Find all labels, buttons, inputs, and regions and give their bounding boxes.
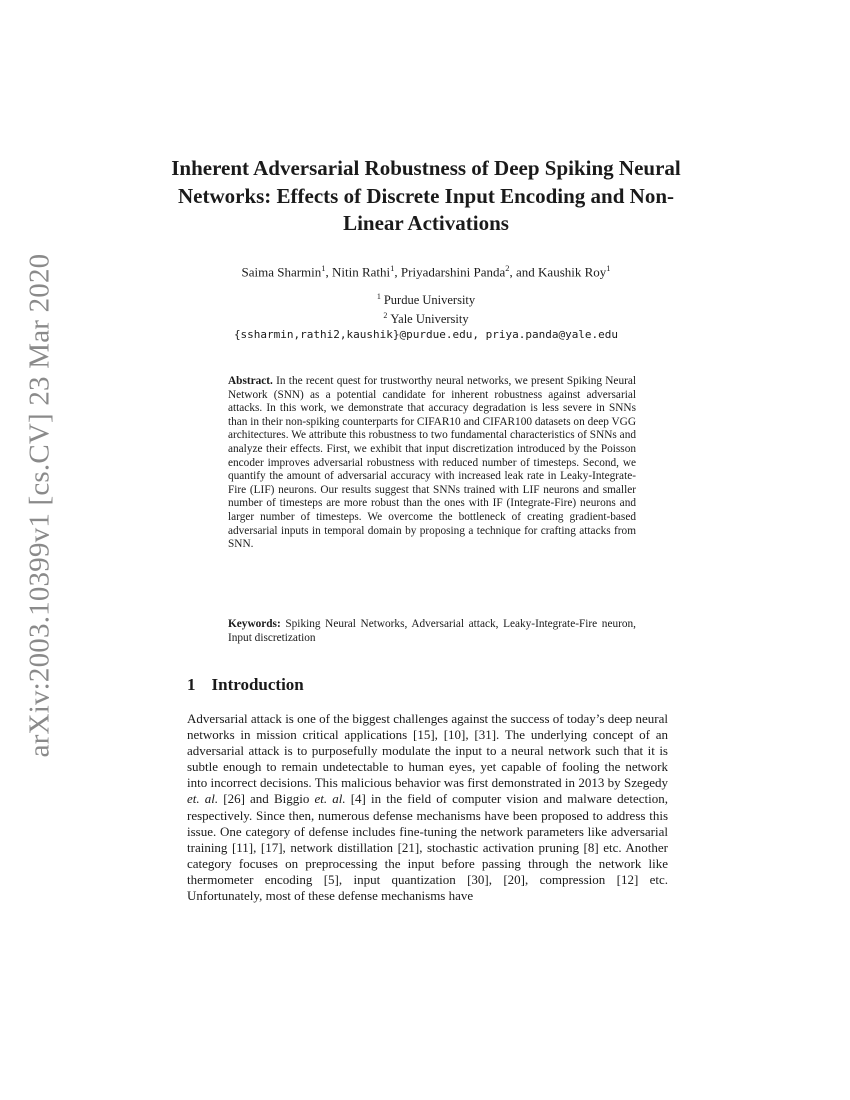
arxiv-identifier: arXiv:2003.10399v1 [cs.CV] 23 Mar 2020 [23,253,56,757]
citation-etal: et. al. [314,791,346,807]
section-heading [187,675,304,695]
affiliation-name: Yale University [390,312,469,327]
section-title: Introduction [211,675,304,694]
abstract-label: Abstract. [228,375,273,387]
keywords-label: Keywords: [228,618,281,630]
author-affiliation-mark: 2 [505,263,510,273]
keywords-text: Spiking Neural Networks, Adversarial attack, Leaky-Integrate-Fire neuron, Input discretization [228,618,637,644]
section-number: 1 [187,675,196,694]
author-emails: {ssharmin,rathi2,kaushik}@purdue.edu, priya.panda@yale.edu [233,328,619,342]
author-list: Saima Sharmin$^1$, Nitin Rathi$^1$, Priyadarshini Panda$^2$, and Kaushik Roy$^1$ [241,263,611,280]
author-affiliation-mark: 1 [321,263,326,273]
affiliations [150,289,702,343]
author-name: Nitin Rathi [332,264,391,280]
author-name: Saima Sharmin [241,264,322,280]
paper-title: Inherent Adversarial Robustness of Deep Spiking Neural Networks: Effects of Discrete Input Encoding and Non-Linear Activations [171,156,681,235]
arxiv-side-stamp [18,225,62,785]
affiliation-name: Purdue University [383,293,476,308]
citation-etal: et. al. [187,791,219,807]
keywords [228,618,636,645]
author-name: Priyadarshini Panda [400,264,506,280]
affiliation-line: $^1$ Purdue University [376,292,476,308]
author-affiliation-mark: 1 [606,263,611,273]
abstract [228,375,636,552]
affiliation-line: $^2$ Yale University [383,311,469,327]
abstract-text: In the recent quest for trustworthy neural networks, we present Spiking Neural Network (SNN) as a potential candidate for inherent robustness against adversarial attacks. In this work, we demonstrate that accuracy degradation is less severe in SNNs than in their non-spiking counterparts for CIFAR10 and CIFAR100 datasets on deep VGG architectures. We attribute this robustness to two fundamental characteristics of SNNs and analyze their effects. First, we exhibit that input discretization introduced by the Poisson encoder improves adversarial robustness with reduced number of timesteps. Second, we quantify the amount of adversarial accuracy with increased leak rate in Leaky-Integrate-Fire (LIF) neurons. Our results suggest that SNNs trained with LIF neurons and smaller number of timesteps are more robust than the ones with IF (Integrate-Fire) neurons and larger number of timesteps. We overcome the bottleneck of creating gradient-based adversarial inputs in temporal domain by proposing a technique for crafting attacks from SNN. [228,375,637,551]
introduction-paragraph: Adversarial attack is one of the biggest challenges against the success of today’s deep neural networks in mission critical applications [15], [10], [31]. The underlying concept of an adversarial attack is to purposefully modulate the input to a neural network such that it is subtle enough to remain undetectable to human eyes, yet capable of fooling the network into incorrect decisions. This malicious behavior was first demonstrated in 2013 by Szegedy et. al. [26] and Biggio et. al. [4] in the field of computer vision and malware detection, respectively. Since then, numerous defense mechanisms have been proposed to address this issue. One category of defense includes fine-tuning the network parameters like adversarial training [11], [17], network distillation [21], stochastic activation pruning [8] etc. Another category focuses on preprocessing the input before passing through the network like thermometer encoding [5], input quantization [30], [20], compression [12] etc. Unfortunately, most of these defense mechanisms have [187,711,668,904]
author-affiliation-mark: 1 [390,263,395,273]
author-name: Kaushik Roy [538,264,607,280]
